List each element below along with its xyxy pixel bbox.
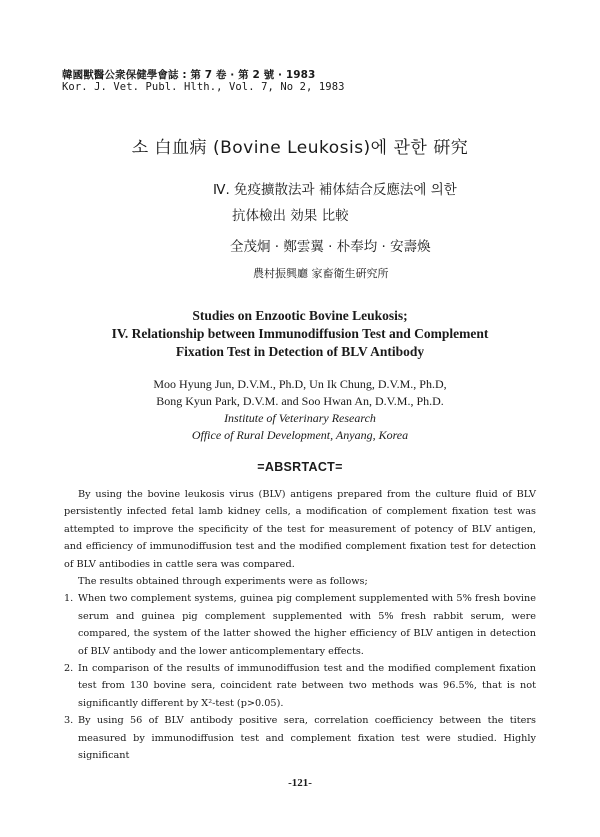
results-intro: The results obtained through experiments were as follows; <box>78 576 368 588</box>
korean-institution: 農村振興廳 家畜衛生硏究所 <box>253 267 389 280</box>
list-item <box>64 660 536 712</box>
list-item <box>64 712 536 764</box>
english-title-line1: Studies on Enzootic Bovine Leukosis; <box>192 308 408 323</box>
abstract-body <box>64 486 536 765</box>
results-list <box>64 590 536 764</box>
abstract-intro: By using the bovine leukosis virus (BLV) antigens prepared from the culture fluid of BLV persistently infected fetal lamb kidney cells, a modification of complement fixation test was attempted to improve the specificity of the test for measurement of potency of BLV antigen, and efficiency of immunodiffusion test and the modified complement fixation test for detection of BLV antibodies in cattle sera was compared. <box>64 489 536 570</box>
list-item <box>64 590 536 660</box>
office-name: Office of Rural Development, Anyang, Korea <box>191 428 409 442</box>
korean-subtitle-line2: 抗体檢出 効果 比較 <box>232 208 349 224</box>
journal-header-english: Kor. J. Vet. Publ. Hlth., Vol. 7, No 2, 1983 <box>62 81 345 93</box>
journal-header-korean: 韓國獸醫公衆保健學會誌 : 第 7 卷 · 第 2 號 · 1983 <box>62 69 316 81</box>
page-number: -121- <box>288 777 312 789</box>
list-item-text: In comparison of the results of immunodiffusion test and the modified complement fixation test from 130 bovine sera, coincident rate between two methods was 96.5%, that is not significantly different by X²-test (p>0.05). <box>78 663 536 709</box>
korean-title: 소 白血病 (Bovine Leukosis)에 관한 硏究 <box>131 138 469 158</box>
abstract-heading: =ABSRTACT= <box>257 460 343 474</box>
institute-name: Institute of Veterinary Research <box>224 411 376 425</box>
english-authors-line2: Bong Kyun Park, D.V.M. and Soo Hwan An, D.V.M., Ph.D. <box>156 394 444 408</box>
list-item-text: By using 56 of BLV antibody positive sera, correlation coefficiency between the titers measured by immunodiffusion test and complement fixation test were studied. Highly significant <box>78 715 536 762</box>
english-title-line3: Fixation Test in Detection of BLV Antibody <box>175 344 425 359</box>
korean-authors: 全茂炯 · 鄭雲翼 · 朴奉均 · 安壽煥 <box>230 239 431 255</box>
english-title-line2: IV. Relationship between Immunodiffusion Test and Complement <box>111 326 489 341</box>
english-authors-line1: Moo Hyung Jun, D.V.M., Ph.D, Un Ik Chung, D.V.M., Ph.D, <box>153 377 447 391</box>
list-item-text: When two complement systems, guinea pig complement supplemented with 5% fresh bovine serum and guinea pig complement supplemented with 5% fresh rabbit serum, were compared, the system of the latter showed the higher efficiency of BLV antigen in detection of BLV antibody and the lower anticomplementary effects. <box>78 593 536 657</box>
list-item-number: 3. <box>64 715 74 727</box>
list-item-number: 2. <box>64 663 74 675</box>
korean-subtitle-line1: Ⅳ. 免疫擴散法과 補体結合反應法에 의한 <box>213 182 457 198</box>
list-item-number: 1. <box>64 593 74 605</box>
